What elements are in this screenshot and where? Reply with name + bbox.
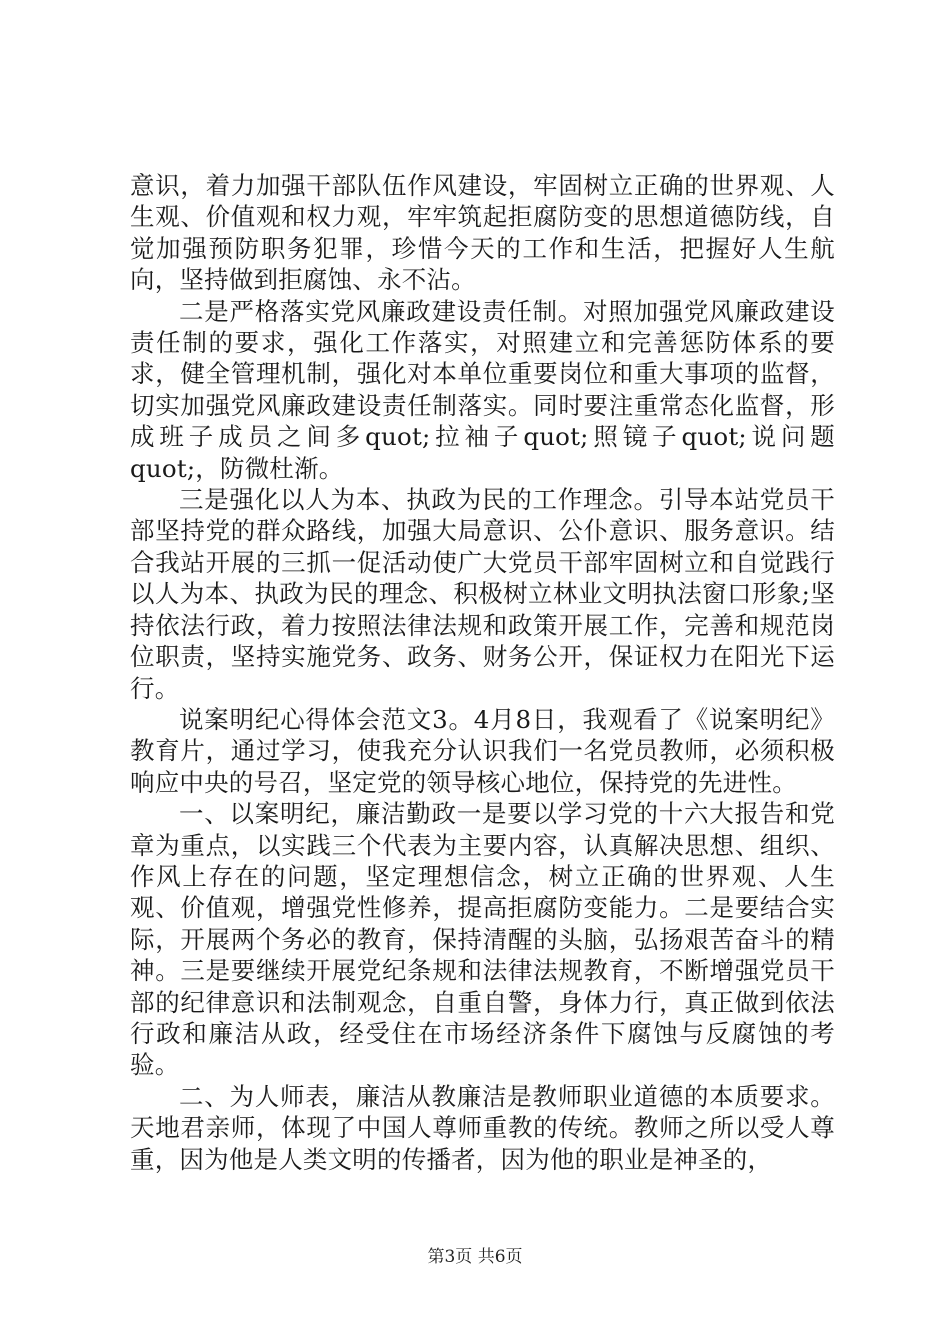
- document-body: [130, 170, 835, 1175]
- paragraph-section-two: 二、为人师表，廉洁从教廉洁是教师职业道德的本质要求。天地君亲师，体现了中国人尊师重教的传统。教师之所以受人尊重，因为他是人类文明的传播者，因为他的职业是神圣的，: [130, 1081, 835, 1174]
- paragraph-continuation: 意识，着力加强干部队伍作风建设，牢固树立正确的世界观、人生观、价值观和权力观，牢牢筑起拒腐防变的思想道德防线，自觉加强预防职务犯罪，珍惜今天的工作和生活，把握好人生航向，坚持做到拒腐蚀、永不沾。: [130, 171, 835, 295]
- page-number-footer: 第3页 共6页: [427, 1247, 523, 1267]
- paragraph-sample-essay-3: 说案明纪心得体会范文3。4月8日，我观看了《说案明纪》教育片，通过学习，使我充分认识我们一名党员教师，必须积极响应中央的号召，坚定党的领导核心地位，保持党的先进性。: [130, 704, 835, 797]
- paragraph-responsibility-system: 二是严格落实党风廉政建设责任制。对照加强党风廉政建设责任制的要求，强化工作落实，对照建立和完善惩防体系的要求，健全管理机制，强化对本单位重要岗位和重大事项的监督，切实加强党风廉政建设责任制落实。同时要注重常态化监督，形成班子成员之间多quot;拉袖子quot;照镜子quot;说问题quot;，防微杜渐。: [130, 296, 835, 483]
- paragraph-section-one: 一、以案明纪，廉洁勤政一是要以学习党的十六大报告和党章为重点，以实践三个代表为主要内容，认真解决思想、组织、作风上存在的问题，坚定理想信念，树立正确的世界观、人生观、价值观，增强党性修养，提高拒腐防变能力。二是要结合实际，开展两个务必的教育，保持清醒的头脑，弘扬艰苦奋斗的精神。三是要继续开展党纪条规和法律法规教育，不断增强党员干部的纪律意识和法制观念，自重自警，身体力行，真正做到依法行政和廉洁从政，经受住在市场经济条件下腐蚀与反腐蚀的考验。: [130, 799, 835, 1080]
- paragraph-people-oriented: 三是强化以人为本、执政为民的工作理念。引导本站党员干部坚持党的群众路线，加强大局意识、公仆意识、服务意识。结合我站开展的三抓一促活动使广大党员干部牢固树立和自觉践行以人为本、执政为民的理念、积极树立林业文明执法窗口形象;坚持依法行政，着力按照法律法规和政策开展工作，完善和规范岗位职责，坚持实施党务、政务、财务公开，保证权力在阳光下运行。: [130, 485, 835, 703]
